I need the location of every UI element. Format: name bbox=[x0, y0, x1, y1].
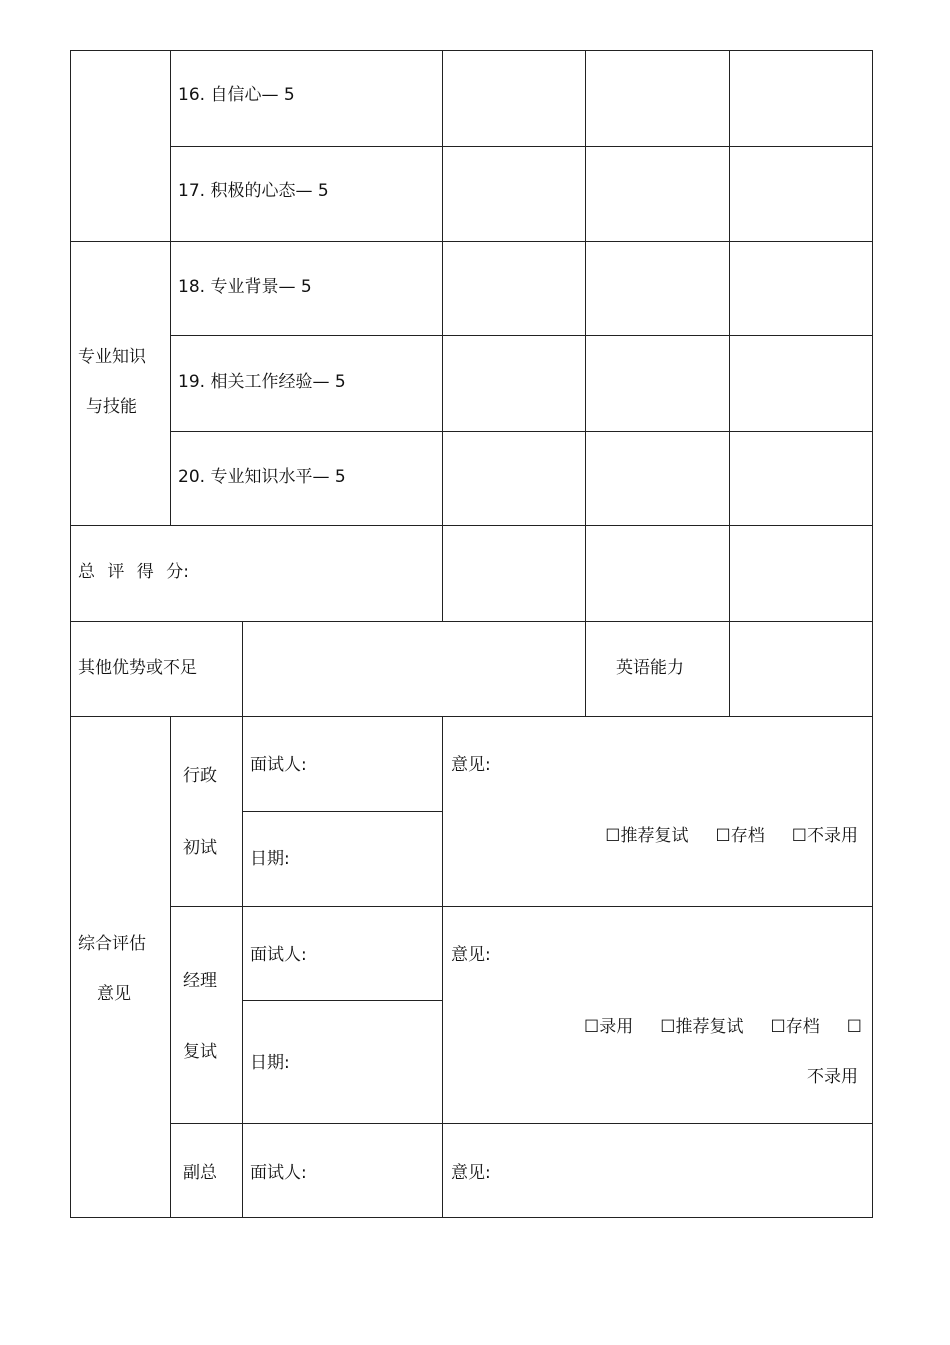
manager-opinion-label: 意见: bbox=[451, 945, 491, 965]
item-work-experience: 19. 相关工作经验— 5 bbox=[178, 372, 346, 392]
stage-admin-label: 行政 bbox=[183, 766, 217, 786]
item-positive-attitude: 17. 积极的心态— 5 bbox=[178, 181, 329, 201]
other-strengths-label: 其他优势或不足 bbox=[78, 658, 197, 678]
vp-interviewer-label: 面试人: bbox=[250, 1163, 307, 1183]
admin-decision-options: ☐推荐复试 ☐存档 ☐不录用 bbox=[605, 826, 858, 846]
stage-vp-label: 副总 bbox=[183, 1163, 217, 1183]
item-professional-knowledge: 20. 专业知识水平— 5 bbox=[178, 467, 346, 487]
grid-line bbox=[242, 811, 443, 812]
english-ability-label: 英语能力 bbox=[616, 658, 684, 678]
grid-line bbox=[729, 50, 730, 717]
grid-line bbox=[70, 525, 873, 526]
stage-admin-label-2: 初试 bbox=[183, 838, 217, 858]
item-self-confidence: 16. 自信心— 5 bbox=[178, 85, 295, 105]
section-knowledge-label: 专业知识 bbox=[78, 347, 146, 367]
total-score-label: 总 评 得 分: bbox=[78, 562, 189, 582]
section-knowledge-label-2: 与技能 bbox=[86, 397, 137, 417]
grid-line bbox=[70, 241, 873, 242]
vp-opinion-label: 意见: bbox=[451, 1163, 491, 1183]
item-professional-background: 18. 专业背景— 5 bbox=[178, 277, 312, 297]
stage-manager-label-2: 复试 bbox=[183, 1042, 217, 1062]
grid-line bbox=[170, 146, 873, 147]
grid-line bbox=[70, 621, 873, 622]
manager-decision-options: ☐录用 ☐推荐复试 ☐存档 ☐ bbox=[583, 1017, 862, 1037]
admin-date-label: 日期: bbox=[250, 849, 290, 869]
grid-line bbox=[170, 50, 171, 526]
grid-line bbox=[70, 50, 873, 51]
overall-evaluation-label: 综合评估 bbox=[78, 934, 146, 954]
manager-date-label: 日期: bbox=[250, 1053, 290, 1073]
grid-line bbox=[70, 716, 873, 717]
grid-line bbox=[70, 1217, 873, 1218]
grid-line bbox=[442, 50, 443, 622]
grid-line bbox=[170, 716, 171, 1218]
grid-line bbox=[242, 1000, 443, 1001]
overall-evaluation-label-2: 意见 bbox=[97, 984, 131, 1004]
grid-line bbox=[170, 335, 873, 336]
grid-line bbox=[70, 50, 71, 1218]
manager-decision-options-2: 不录用 bbox=[807, 1067, 858, 1087]
grid-line bbox=[442, 716, 443, 1218]
admin-opinion-label: 意见: bbox=[451, 755, 491, 775]
grid-line bbox=[242, 621, 243, 1218]
admin-interviewer-label: 面试人: bbox=[250, 755, 307, 775]
grid-line bbox=[170, 1123, 873, 1124]
grid-line bbox=[585, 50, 586, 717]
grid-line bbox=[872, 50, 873, 1218]
grid-line bbox=[170, 431, 873, 432]
manager-interviewer-label: 面试人: bbox=[250, 945, 307, 965]
stage-manager-label: 经理 bbox=[183, 971, 217, 991]
grid-line bbox=[170, 906, 873, 907]
